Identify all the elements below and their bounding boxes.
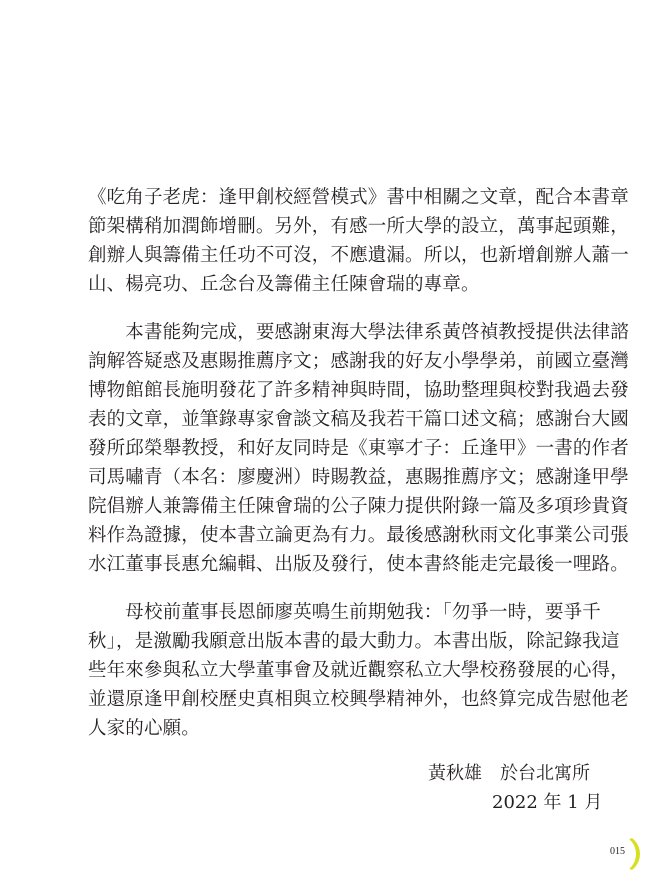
text-line: 創辦人與籌備主任功不可沒，不應遺漏。所以，也新增創辦人蕭一 xyxy=(88,245,629,266)
text-line: 料作為證據，使本書立論更為有力。最後感謝秋雨文化事業公司張 xyxy=(88,525,629,546)
text-line: 表的文章，並筆錄專家會談文稿及我若干篇口述文稿；感謝台大國 xyxy=(88,409,629,430)
text-line: 《吃角子老虎：逢甲創校經營模式》書中相關之文章，配合本書章 xyxy=(88,187,629,208)
text-line: 並還原逢甲創校歷史真相與立校興學精神外，也終算完成告慰他老 xyxy=(88,689,629,710)
text-line: 司馬嘯青（本名：廖慶洲）時賜教益，惠賜推薦序文；感謝逢甲學 xyxy=(88,467,629,488)
text-line: 院倡辦人兼籌備主任陳會瑞的公子陳力提供附錄一篇及多項珍貴資 xyxy=(88,496,629,517)
page-number: 015 xyxy=(610,846,625,857)
text-line: 本書能夠完成，要感謝東海大學法律系黃啓禎教授提供法律諮 xyxy=(88,322,629,343)
text-line: 節架構稍加潤飾增刪。另外，有感一所大學的設立，萬事起頭難， xyxy=(88,216,629,237)
text-line: 母校前董事長恩師廖英鳴生前期勉我：「勿爭一時，要爭千 xyxy=(88,602,601,623)
text-line: 秋」，是激勵我願意出版本書的最大動力。本書出版，除記錄我這 xyxy=(88,631,620,652)
text-line: 水江董事長惠允編輯、出版及發行，使本書終能走完最後一哩路。 xyxy=(88,554,629,575)
text-line: 博物館館長施明發花了許多精神與時間，協助整理與校對我過去發 xyxy=(88,380,629,401)
text-line: 詢解答疑惑及惠賜推薦序文；感謝我的好友小學學弟，前國立臺灣 xyxy=(88,351,629,372)
text-line: 些年來參與私立大學董事會及就近觀察私立大學校務發展的心得， xyxy=(88,660,629,681)
text-line: 發所邱榮舉教授，和好友同時是《東寧才子：丘逢甲》一書的作者 xyxy=(88,438,629,459)
page-number-tab xyxy=(600,834,640,870)
signature-date: 2022 年 1 月 xyxy=(492,792,603,813)
text-line: 山、楊亮功、丘念台及籌備主任陳會瑞的專章。 xyxy=(88,274,480,295)
text-line: 人家的心願。 xyxy=(88,718,200,739)
signature-author: 黃秋雄 於台北寓所 xyxy=(428,763,590,784)
